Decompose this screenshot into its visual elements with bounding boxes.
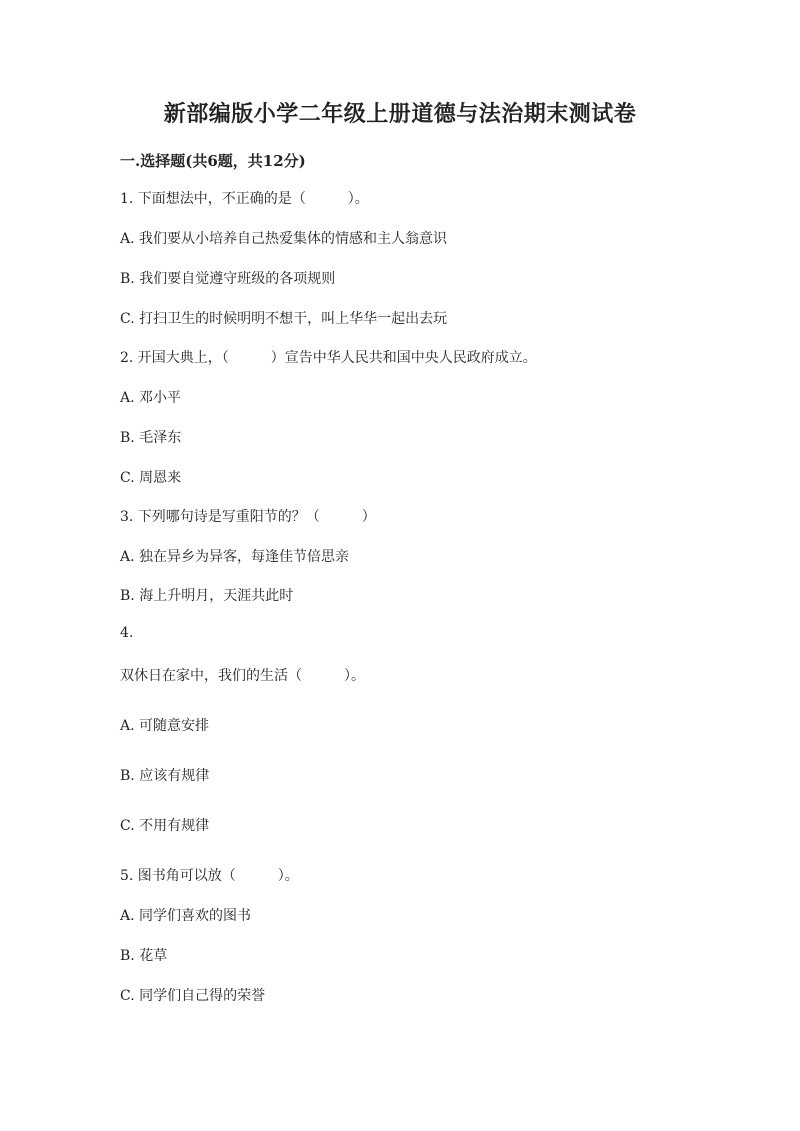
question-4-option-c: C. 不用有规律 [120, 818, 210, 834]
question-2-option-a: A. 邓小平 [120, 390, 182, 406]
question-4-option-b: B. 应该有规律 [120, 768, 210, 784]
question-1-option-c: C. 打扫卫生的时候明明不想干，叫上华华一起出去玩 [120, 311, 448, 327]
question-5-stem: 5. 图书角可以放（ ）。 [120, 868, 299, 884]
page-title: 新部编版小学二年级上册道德与法治期末测试卷 [163, 101, 637, 127]
section-heading: 一.选择题(共6题，共12分) [120, 152, 306, 170]
question-5-option-a: A. 同学们喜欢的图书 [120, 908, 252, 924]
question-3-stem: 3. 下列哪句诗是写重阳节的？（ ） [120, 509, 376, 525]
question-3-option-b: B. 海上升明月，天涯共此时 [120, 588, 294, 604]
question-4-number: 4. [120, 625, 134, 641]
question-1-option-a: A. 我们要从小培养自己热爱集体的情感和主人翁意识 [120, 231, 448, 247]
question-5-option-c: C. 同学们自己得的荣誉 [120, 988, 266, 1004]
question-2-stem: 2. 开国大典上，（ ）宣告中华人民共和国中央人民政府成立。 [120, 350, 537, 366]
question-2-option-b: B. 毛泽东 [120, 430, 182, 446]
question-2-option-c: C. 周恩来 [120, 470, 182, 486]
question-5-option-b: B. 花草 [120, 948, 168, 964]
question-4-option-a: A. 可随意安排 [120, 718, 210, 734]
question-1-option-b: B. 我们要自觉遵守班级的各项规则 [120, 271, 336, 287]
question-1-stem: 1. 下面想法中，不正确的是（ ）。 [120, 191, 369, 207]
question-4-stem: 双休日在家中，我们的生活（ ）。 [120, 668, 365, 684]
question-3-option-a: A. 独在异乡为异客，每逢佳节倍思亲 [120, 549, 350, 565]
